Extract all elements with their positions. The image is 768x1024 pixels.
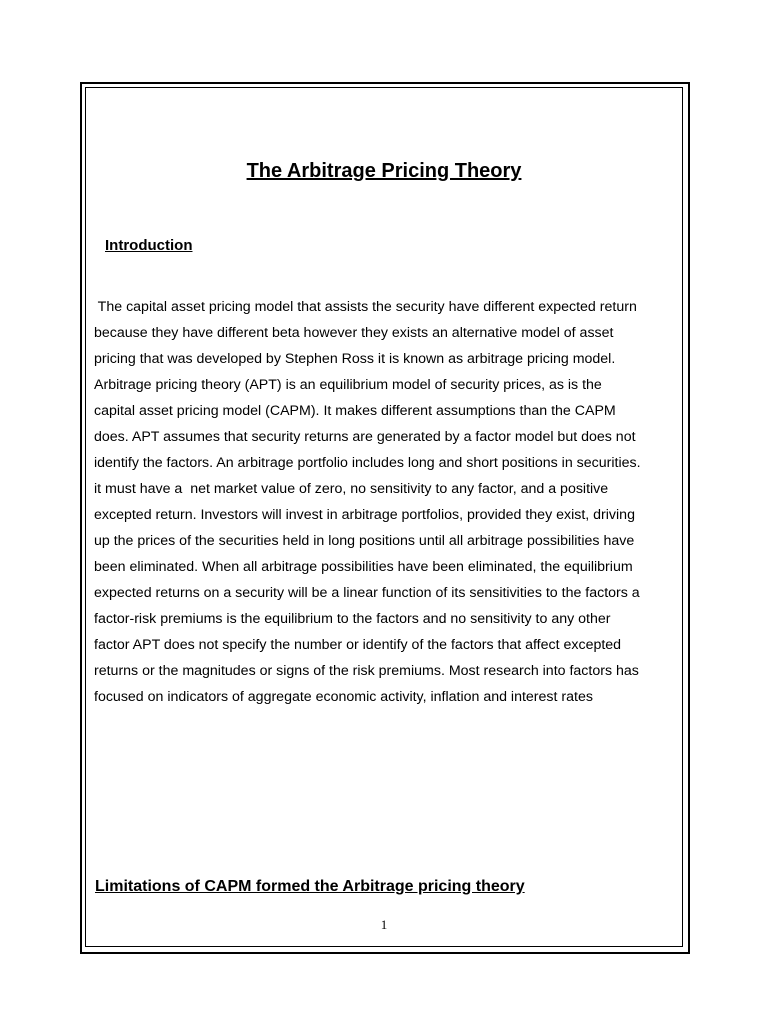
paragraph-line: focused on indicators of aggregate economic activity, inflation and interest rates <box>94 689 593 705</box>
paragraph-line: factor-risk premiums is the equilibrium to the factors and no sensitivity to any other <box>94 611 611 627</box>
introduction-heading: Introduction <box>105 237 193 254</box>
paragraph-line: identify the factors. An arbitrage portfolio includes long and short positions in securities. <box>94 455 641 471</box>
paragraph-line: factor APT does not specify the number or identify of the factors that affect excepted <box>94 637 622 653</box>
paragraph-line: it must have a net market value of zero, no sensitivity to any factor, and a positive <box>94 481 609 497</box>
limitations-heading: Limitations of CAPM formed the Arbitrage pricing theory <box>95 878 525 895</box>
paragraph-line: pricing that was developed by Stephen Ross it is known as arbitrage pricing model. <box>94 351 616 367</box>
paragraph-line: expected returns on a security will be a linear function of its sensitivities to the factors a <box>94 585 640 601</box>
paragraph-line: because they have different beta however they exists an alternative model of asset <box>94 325 614 341</box>
page-number: 1 <box>380 917 388 932</box>
introduction-paragraph <box>94 294 684 710</box>
paragraph-line: returns or the magnitudes or signs of the risk premiums. Most research into factors has <box>94 663 639 679</box>
paragraph-line: The capital asset pricing model that assists the security have different expected return <box>94 299 637 315</box>
paragraph-line: been eliminated. When all arbitrage possibilities have been eliminated, the equilibrium <box>94 559 633 575</box>
paragraph-line: does. APT assumes that security returns are generated by a factor model but does not <box>94 429 636 445</box>
paragraph-line: excepted return. Investors will invest in arbitrage portfolios, provided they exist, driving <box>94 507 635 523</box>
paragraph-line: Arbitrage pricing theory (APT) is an equilibrium model of security prices, as is the <box>94 377 602 393</box>
paragraph-line: capital asset pricing model (CAPM). It makes different assumptions than the CAPM <box>94 403 616 419</box>
document-title: The Arbitrage Pricing Theory <box>246 160 522 182</box>
paragraph-line: up the prices of the securities held in long positions until all arbitrage possibilities have <box>94 533 635 549</box>
